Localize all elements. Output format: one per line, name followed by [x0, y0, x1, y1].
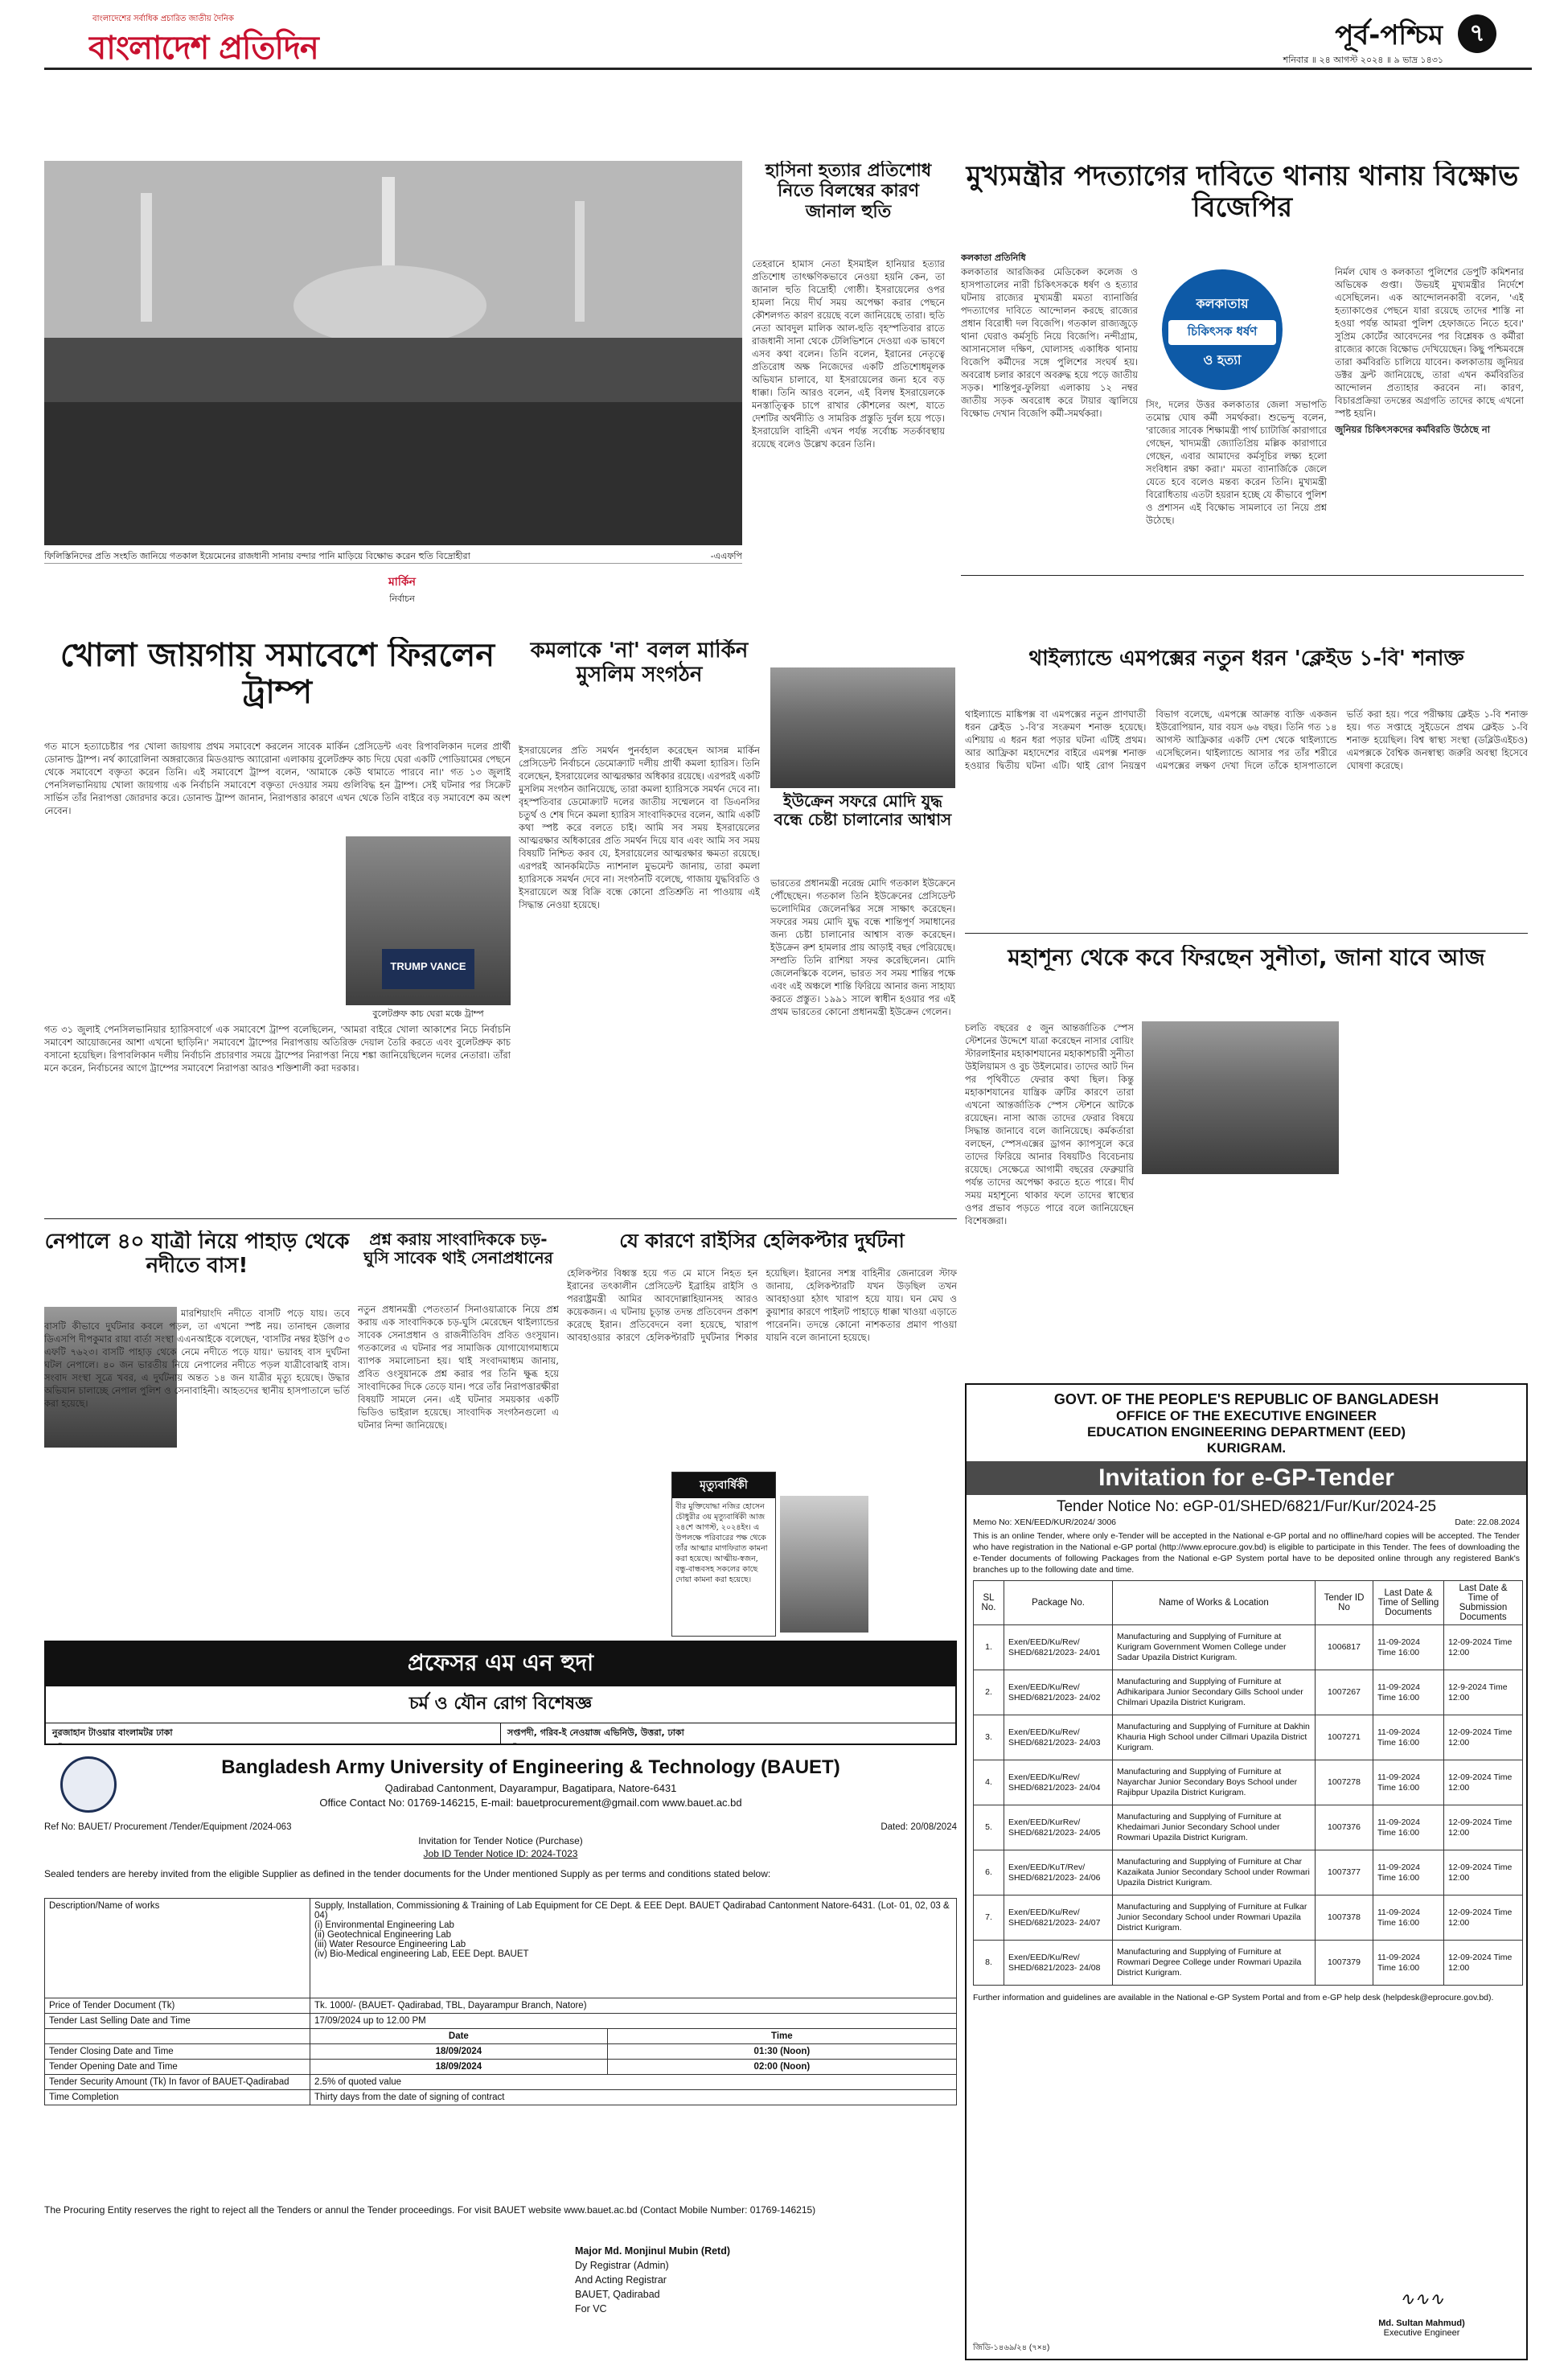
table-row: [974, 1625, 1523, 1670]
modi-photo: [770, 667, 955, 788]
sunita-photo: [1142, 1021, 1339, 1174]
date-header: Date: [310, 2029, 608, 2044]
eed-gd-number: জিডি-১৪৬৯/২৪ (৭×৪): [973, 2343, 1050, 2352]
table-cell: Exen/EED/KurRev/ SHED/6821/2023- 24/05: [1004, 1805, 1113, 1850]
masthead-tagline: বাংলাদেশের সর্বাধিক প্রচারিত জাতীয় দৈনিক: [92, 14, 234, 23]
raisi-headline[interactable]: যে কারণে রাইসির হেলিকপ্টার দুর্ঘটনা: [619, 1230, 905, 1252]
section-rule-mid: [44, 1218, 957, 1219]
eed-line2: OFFICE OF THE EXECUTIVE ENGINEER: [1116, 1408, 1377, 1423]
cm-body-col3-text: নির্মল ঘোষ ও কলকাতা পুলিশের ডেপুটি কমিশনার অভিষেক গুপ্তা। উভয়ই মুখ্যমন্ত্রীর নির্দেশে এসেছিলেন। এক আন্দোলনকারী বলেন, 'এই হত্যাকাণ্ডের পেছনে যারা রয়েছে তাদের শাস্তি না হওয়া পর্যন্ত আমরা পুলিশ হেফাজতে নিতে হবে।' সুপ্রিম কোর্টের আবেদনের পর বিশ্লেষক ও কর্মীরা রাজ্যের কাজে বিক্ষোভ দেখিয়েছেন। কিছু পশ্চিমবঙ্গে তারা কর্মবিরতি চালিয়ে যাবেন। কলকাতায় জুনিয়র ডক্টর ফ্রন্ট জানিয়েছে, তারা এখন কর্মবিরতির আন্দোলন প্রত্যাহার করবেন না। কারণ, বিচারপ্রক্রিয়া তদন্তের অগ্রগতি তাদের কাছে এখনো স্পষ্ট হয়নি।: [1335, 266, 1524, 419]
table-cell: 8.: [974, 1941, 1004, 1986]
mpox-rule: [965, 933, 1528, 934]
chamber-1-address: নুরজাহান টাওয়ার বাংলামটর ঢাকা: [52, 1727, 173, 1738]
newspaper-logo[interactable]: বাংলাদেশ প্রতিদিন: [88, 30, 318, 64]
time-header: Time: [607, 2029, 956, 2044]
table-cell: Exen/EED/KuT/Rev/ SHED/6821/2023- 24/06: [1004, 1850, 1113, 1896]
table-cell: 11-09-2024 Time 16:00: [1373, 1896, 1444, 1941]
table-cell: Manufacturing and Supplying of Furniture at Kurigram Government Women College under Sadar Upazila District Kurigram.: [1113, 1625, 1316, 1670]
table-cell: 11-09-2024 Time 16:00: [1373, 1850, 1444, 1896]
photo-caption-text: ফিলিস্তিনিদের প্রতি সংহতি জানিয়ে গতকাল ইয়েমেনের রাজধানী সানায় বন্দার পানি মাড়িয়ে বিক্ষোভ করেন হুতি বিদ্রোহীরা: [44, 551, 470, 561]
chamber-1: [46, 1723, 501, 1745]
professor-name: প্রফেসর এম এন হুদা: [46, 1642, 955, 1686]
table-row: [974, 1896, 1523, 1941]
eed-line4: KURIGRAM.: [1206, 1440, 1287, 1456]
table-cell: Manufacturing and Supplying of Furniture at Char Kazaikata Junior Secondary School under Rowmari Upazila District Kurigram.: [1113, 1850, 1316, 1896]
cm-subhead: জুনিয়র চিকিৎসকদের কর্মবিরতি উঠেছে না: [1335, 424, 1491, 435]
trump-headline[interactable]: খোলা জায়গায় সমাবেশে ফিরলেন ট্রাম্প: [60, 637, 495, 711]
table-row: [974, 1941, 1523, 1986]
table-cell: 1007377: [1316, 1850, 1373, 1896]
row-value: 17/09/2024 up to 12.00 PM: [310, 2014, 957, 2029]
table-cell: Exen/EED/Ku/Rev/ SHED/6821/2023- 24/03: [1004, 1715, 1113, 1760]
eed-memo: Memo No: XEN/EED/KUR/2024/ 3006: [973, 1518, 1116, 1527]
table-cell: 11-09-2024 Time 16:00: [1373, 1715, 1444, 1760]
eed-table: [973, 1580, 1523, 1986]
row-label: Description/Name of works: [45, 1899, 310, 1998]
trump-photo: [346, 836, 511, 1005]
col-header: Package No.: [1004, 1581, 1113, 1625]
section-name: পূর্ব-পশ্চিম: [1335, 19, 1443, 51]
kamala-body: ইসরায়েলের প্রতি সমর্থন পুনর্বহাল করেছেন আসন্ন মার্কিন প্রেসিডেন্ট নির্বাচনে ডেমোক্র্যাট দলীয় প্রার্থী কমলা হ্যারিস। তিনি বলেছেন, ইসরায়েলের আত্মরক্ষার অধিকার রয়েছে। এরপরই একটি মুসলিম সংগঠন জানিয়েছে, তারা কমলা হ্যারিসকে সমর্থন দেবে না। বৃহস্পতিবার ডেমোক্র্যাট দলের জাতীয় সম্মেলনে বা ডিএনসির চতুর্থ ও শেষ দিনে কমলা হ্যারিস সাংবাদিকদের বলেন, আমি একটি কথা স্পষ্ট করে বলতে চাই। আমি সব সময় ইসরায়েলের আত্মরক্ষার অধিকারের প্রতি সমর্থন দিয়ে যাব এবং আমি সব সময় বিষয়টি নিশ্চিত করব যে, ইসরায়েলের আত্মরক্ষার ক্ষমতা রয়েছে। এরপরই আনকমিটেড ন্যাশনাল মুভমেন্ট জানায়, তারা কমলা হ্যারিসকে সমর্থন দেবে না। সংগঠনটি বলেছে, গাজায় যুদ্ধবিরতি ও ইসরায়েলে অস্ত্র বিক্রি বন্ধে কোনো প্রতিশ্রুতি না পাওয়ায় এই সিদ্ধান্ত নেওয়া হয়েছে।: [519, 745, 760, 910]
signer-title-2: And Acting Registrar: [575, 2274, 667, 2286]
row-label: Price of Tender Document (Tk): [45, 1998, 310, 2014]
table-cell: 12-09-2024 Time 12:00: [1444, 1805, 1523, 1850]
table-cell: 12-9-2024 Time 12:00: [1444, 1670, 1523, 1715]
bauet-intro: Sealed tenders are hereby invited from the eligible Supplier as defined in the tender documents for the Under mentioned Supply as per terms and conditions stated below:: [44, 1868, 771, 1879]
col-header: Name of Works & Location: [1113, 1581, 1316, 1625]
blank-cell: [45, 2029, 310, 2044]
closing-label: Tender Closing Date and Time: [45, 2044, 310, 2060]
table-row: [974, 1670, 1523, 1715]
nepal-body: মারশিয়াংদি নদীতে বাসটি পড়ে যায়। তবে বাসটি কীভাবে দুর্ঘটনার কবলে পড়ল, তা এখনো স্পষ্ট নয়। তানাহুন জেলার ডিএসপি দীপকুমার রায়া বার্তা সংস্থা এএনআইকে বলেছেন, 'বাসটির নম্বর ইউপি ৫৩ এফটি ৭৬২৩। বাসটি পাহাড় থেকে নেমে নদীতে পড়ে যায়।' ভয়াবহ বাস দুর্ঘটনা ঘটল নেপালে। ৪০ জন ভারতীয় নিয়ে নেপালের নদীতে পড়ল যাত্রীবোঝাই বাস। সংবাদ সংস্থা সূত্রে খবর, এ দুর্ঘটনায় অন্তত ১৪ জন যাত্রীর মৃত্যু হয়েছে। উদ্ধার অভিযান চালাচ্ছে নেপাল পুলিশ ও সেনাবাহিনী। আহতদের স্থানীয় হাসপাতালে ভর্তি করা হয়েছে।: [44, 1308, 350, 1409]
bauet-footer: The Procuring Entity reserves the right to reject all the Tenders or annul the Tender proceedings. For visit BAUET website www.bauet.ac.bd (Contact Mobile Number: 01769-146215): [44, 2204, 816, 2216]
table-cell: Exen/EED/Ku/Rev/ SHED/6821/2023- 24/08: [1004, 1941, 1113, 1986]
chamber-2-days: [507, 1741, 949, 1745]
col-header: Last Date & Time of Selling Documents: [1373, 1581, 1444, 1625]
thai-journalist-headline[interactable]: প্রশ্ন করায় সাংবাদিককে চড়-ঘুসি সাবেক থাই সেনাপ্রধানের: [363, 1230, 553, 1267]
badge-line-bottom: ও হত্যা: [1203, 352, 1242, 368]
badge-line-mid: চিকিৎসক ধর্ষণ: [1168, 320, 1276, 345]
eed-notice: Tender Notice No: eGP-01/SHED/6821/Fur/Kur/2024-25: [1056, 1498, 1437, 1515]
houthi-body: তেহরানে হামাস নেতা ইসমাইল হানিয়ার হত্যার প্রতিশোধ তাৎক্ষণিকভাবে নেওয়া হয়নি কেন, তা জানাল হুতি বিদ্রোহী গোষ্ঠী। ইসরায়েলের ওপর হামলা নিয়ে দীর্ঘ সময় অপেক্ষা করার পেছনে কৌশলগত কারণ রয়েছে বলে জানিয়েছে তারা। হুতি নেতা আবদুল মালিক আল-হুতি বৃহস্পতিবার রাতে রাজধানী সানা থেকে টেলিভিশনে দেওয়া এক ভাষণে এসব কথা বলেন। তিনি বলেন, ইরানের নেতৃত্বে প্রতিরোধ অক্ষ নিজেদের একটি প্রতিশোধমূলক অভিযান চালাবে, যা ইসরায়েলের জন্য হবে বড় ধাক্কা। তিনি আরও বলেন, এই বিলম্ব ইসরায়েলকে মনস্তাত্ত্বিক চাপে রাখার কৌশলের অংশ, যাতে দেশটির অর্থনীতি ও সামরিক প্রস্তুতি দুর্বল হয়ে পড়ে। ইসরায়েলি বাহিনী এখন পর্যন্ত সর্বোচ্চ সতর্কাবস্থায় রয়েছে বলেও উল্লেখ করেন তিনি।: [752, 258, 945, 450]
table-cell: 7.: [974, 1896, 1004, 1941]
col-header: Tender ID No: [1316, 1581, 1373, 1625]
bauet-logo-icon: [60, 1756, 117, 1813]
bauet-job-id: Job ID Tender Notice ID: 2024-T023: [423, 1848, 578, 1859]
table-header-row: [974, 1581, 1523, 1625]
signature-scribble-icon: ∿∿∿: [1399, 2290, 1444, 2310]
signer-title-4: For VC: [575, 2303, 607, 2314]
table-cell: 1.: [974, 1625, 1004, 1670]
table-cell: 4.: [974, 1760, 1004, 1805]
cm-rule: [961, 575, 1524, 576]
bauet-dated: Dated: 20/08/2024: [880, 1822, 957, 1832]
eed-date: Date: 22.08.2024: [1455, 1518, 1520, 1527]
table-cell: 11-09-2024 Time 16:00: [1373, 1805, 1444, 1850]
nepal-headline[interactable]: নেপালে ৪০ যাত্রী নিয়ে পাহাড় থেকে নদীতে বাস!: [44, 1230, 350, 1278]
kicker-top: মার্কিন: [388, 576, 416, 589]
houthi-headline[interactable]: হাসিনা হত্যার প্রতিশোধ নিতে বিলম্বের কারণ জানাল হুতি: [765, 161, 932, 222]
chamber-2-address: সপ্তপদী, গরিব-ই নেওয়াজ এভিনিউ, উত্তরা, ঢাকা: [507, 1727, 684, 1738]
modi-body: ভারতের প্রধানমন্ত্রী নরেন্দ্র মোদি গতকাল ইউক্রেনে পৌঁছেছেন। গতকাল তিনি ইউক্রেনের প্রেসিডেন্ট ভলোদিমির জেলেনস্কির সঙ্গে সাক্ষাৎ করেছেন। সফরের সময় মোদি যুদ্ধ বন্ধে শান্তিপূর্ণ সমাধানের জন্য চেষ্টা চালানোর আশ্বাস ব্যক্ত করেছেন। ইউক্রেন রুশ হামলার প্রায় আড়াই বছর পেরিয়েছে। সম্প্রতি তিনি রাশিয়া সফর করেছিলেন। মোদি জেলেনস্কিকে বলেন, ভারত সব সময় শান্তির পক্ষে এবং এই অঞ্চলে শান্তি ফিরিয়ে আনার জন্য সাহায্য করতে প্রস্তুত। ১৯৯১ সালে স্বাধীন হওয়ার পর এই প্রথম ভারতের কোনো প্রধানমন্ত্রী ইউক্রেন গেলেন।: [770, 877, 955, 1017]
table-row: [974, 1760, 1523, 1805]
masthead-rule: [44, 68, 1532, 70]
kamala-headline[interactable]: কমলাকে 'না' বলল মার্কিন মুসলিম সংগঠন: [530, 639, 749, 687]
table-cell: Exen/EED/Ku/Rev/ SHED/6821/2023- 24/04: [1004, 1760, 1113, 1805]
obituary-portrait: [780, 1496, 868, 1633]
obituary-text: বীর মুক্তিযোদ্ধা নজির হোসেন চৌধুরীর ৩য় মৃত্যুবার্ষিকী আজ ২৪শে আগস্ট, ২০২৪ইং। এ উপলক্ষে পরিবারের পক্ষ থেকে তাঁর আত্মার মাগফিরাত কামনা করা হয়েছে। আত্মীয়-স্বজন, বন্ধু-বান্ধবসহ সকলের কাছে দোয়া কামনা করা হয়েছে।: [675, 1502, 768, 1584]
bauet-title: Bangladesh Army University of Engineering & Technology (BAUET): [221, 1756, 840, 1778]
table-row: [45, 2060, 957, 2075]
table-cell: 12-09-2024 Time 12:00: [1444, 1850, 1523, 1896]
closing-date: 18/09/2024: [310, 2044, 608, 2060]
bauet-ref: Ref No: BAUET/ Procurement /Tender/Equipment /2024-063: [44, 1822, 292, 1832]
trump-body-1: গত মাসে হত্যাচেষ্টার পর খোলা জায়গায় প্রথম সমাবেশে করলেন সাবেক মার্কিন প্রেসিডেন্ট এবং রিপাবলিকান দলের প্রার্থী ডোনাল্ড ট্রাম্প। নর্থ ক্যারোলিনা অঙ্গরাজ্যের মিডওয়াল্ড অ্যারোনা এলাকায় বুলেটপ্রুফ কাচ দিয়ে ঘেরা একটি পোডিয়ামের পেছনে থেকে সমাবেশে বক্তৃতা করেন তিনি। এই সমাবেশে ট্রাম্প বলেন, 'আমাকে কেউ থামাতে পারবে না।' গত ১৩ জুলাই পেনসিলভানিয়ায় খোলা জায়গায় এক নির্বাচনি সমাবেশে বক্তৃতা দেওয়ার সময় গুলিবিদ্ধ হন ট্রাম্প। সেই ঘটনার পর সিক্রেট সার্ভিস তাঁর নিরাপত্তা জোরদার করে। ডোনাল্ড ট্রাম্প জানান, নিরাপত্তার কারণে এখন থেকে তিনি বাইরে বড় সমাবেশে কম অংশ নেবেন।: [44, 741, 511, 816]
sunita-headline[interactable]: মহাশূন্য থেকে কবে ফিরছেন সুনীতা, জানা যাবে আজ: [1008, 945, 1485, 971]
table-cell: Manufacturing and Supplying of Furniture at Khedaimari Junior Secondary School under Rowmari Upazila District Kurigram.: [1113, 1805, 1316, 1850]
table-row: [45, 2044, 957, 2060]
opening-label: Tender Opening Date and Time: [45, 2060, 310, 2075]
cm-byline: কলকাতা প্রতিনিধি: [961, 253, 1026, 263]
kicker-bottom: নির্বাচন: [389, 594, 415, 604]
table-cell: 2.: [974, 1670, 1004, 1715]
cm-topic-badge: [1162, 269, 1283, 390]
table-row: [45, 2090, 957, 2105]
table-row: [974, 1805, 1523, 1850]
table-cell: 12-09-2024 Time 12:00: [1444, 1715, 1523, 1760]
eed-signer-name: Md. Sultan Mahmud): [1378, 2319, 1465, 2328]
trump-body-left: [44, 836, 342, 1021]
yemen-protest-photo: [44, 161, 742, 545]
completion-label: Time Completion: [45, 2090, 310, 2105]
trump-photo-caption: বুলেটপ্রুফ কাচ ঘেরা মঞ্চে ট্রাম্প: [372, 1008, 484, 1019]
col-header: SL No.: [974, 1581, 1004, 1625]
table-cell: 3.: [974, 1715, 1004, 1760]
table-cell: 11-09-2024 Time 16:00: [1373, 1760, 1444, 1805]
eed-footer: Further information and guidelines are available in the National e-GP System Portal and from e-GP help desk (helpdesk@eprocure.gov.bd).: [973, 1993, 1494, 2002]
opening-time: 02:00 (Noon): [607, 2060, 956, 2075]
signer-title-3: BAUET, Qadirabad: [575, 2289, 660, 2300]
chamber-row: [46, 1723, 955, 1745]
masthead: [44, 11, 1532, 64]
closing-time: 01:30 (Noon): [607, 2044, 956, 2060]
table-cell: 1007379: [1316, 1941, 1373, 1986]
eed-signature: [1333, 2290, 1510, 2338]
table-cell: 12-09-2024 Time 12:00: [1444, 1896, 1523, 1941]
table-cell: Manufacturing and Supplying of Furniture at Dakhin Khauria High School under Cillmari Upazila District Kurigram.: [1113, 1715, 1316, 1760]
table-cell: 11-09-2024 Time 16:00: [1373, 1941, 1444, 1986]
cm-body-col2: সিং, দলের উত্তর কলকাতার জেলা সভাপতি তমোঘ্ন ঘোষ কর্মী সমর্থকরা। শুভেন্দু বলেন, 'রাজ্যের সাবেক শিক্ষামন্ত্রী পার্থ চ্যাটার্জি কারাগারে গেছেন, খাদ্যমন্ত্রী জ্যোতিপ্রিয় মল্লিক কারাগারে গেছেন, এবার আমাদের কর্মসূচির লক্ষ্য হলো সংবিধান রক্ষা করা।' মমতা ব্যানার্জিকে জেলে যেতে হবে বলেও মন্তব্য করেন তিনি। মুখ্যমন্ত্রী বিরোধিতায় এতটা হয়রান হচ্ছে যে কীভাবে পুলিশ ও প্রশাসন এই বিক্ষোভ সামলাবে তা নিয়ে প্রশ্ন উঠেছে।: [1146, 399, 1327, 526]
table-row: [974, 1850, 1523, 1896]
table-cell: 1007378: [1316, 1896, 1373, 1941]
bauet-address: Qadirabad Cantonment, Dayarampur, Bagatipara, Natore-6431: [384, 1782, 677, 1794]
protest-illustration: [44, 161, 742, 545]
table-cell: Exen/EED/Ku/Rev/ SHED/6821/2023- 24/02: [1004, 1670, 1113, 1715]
eed-line1: GOVT. OF THE PEOPLE'S REPUBLIC OF BANGLADESH: [1053, 1391, 1439, 1407]
badge-line-top: কলকাতায়: [1196, 296, 1249, 311]
raisi-body: হেলিকপ্টার বিধ্বস্ত হয়ে গত মে মাসে নিহত হন ইরানের তৎকালীন প্রেসিডেন্ট ইব্রাহিম রাইসি ও পররাষ্ট্রমন্ত্রী আমির আবদোল্লাহিয়ানসহ আরও কয়েকজন। এ ঘটনায় চূড়ান্ত তদন্ত প্রতিবেদন প্রকাশ করেছে ইরান। প্রতিবেদনে বলা হয়েছে, খারাপ আবহাওয়ার কারণে হেলিকপ্টারটি দুর্ঘটনার শিকার হয়েছিল। ইরানের সশস্ত্র বাহিনীর জেনারেল স্টাফ জানায়, হেলিকপ্টারটি যখন উড়ছিল তখন আবহাওয়া হঠাৎ খারাপ হয়ে যায়। ঘন মেঘ ও কুয়াশার কারণে পাইলট পাহাড়ে ধাক্কা খাওয়া এড়াতে পারেননি। তদন্তে কোনো নাশকতার প্রমাণ পাওয়া যায়নি বলে জানানো হয়েছে।: [567, 1267, 957, 1343]
cm-headline[interactable]: মুখ্যমন্ত্রীর পদত্যাগের দাবিতে থানায় থানায় বিক্ষোভ বিজেপির: [966, 161, 1519, 224]
table-cell: Manufacturing and Supplying of Furniture at Rowmari Degree College under Rowmari Upazila District Kurigram.: [1113, 1941, 1316, 1986]
photo-caption: [44, 549, 742, 564]
table-cell: 12-09-2024 Time 12:00: [1444, 1625, 1523, 1670]
eed-tender: [965, 1383, 1528, 2360]
obituary-heading: মৃত্যুবার্ষিকী: [672, 1472, 775, 1498]
row-value: Tk. 1000/- (BAUET- Qadirabad, TBL, Dayarampur Branch, Natore): [310, 1998, 957, 2014]
table-row: [45, 1899, 957, 1998]
row-value: Supply, Installation, Commissioning & Training of Lab Equipment for CE Dept. & EEE Dept. BAUET Qadirabad Cantonment Natore-6431. (Lot- 01, 02, 03 & 04) (i) Environmental Engineering Lab (ii) Geotechnical Engineering Lab (iii) Water Resource Engineering Lab (iv) Bio-Medical engineering Lab, EEE Dept. BAUET: [310, 1899, 957, 1998]
thai-journalist-body: নতুন প্রধানমন্ত্রী পেতংতার্ন সিনাওয়াত্রাকে নিয়ে প্রশ্ন করায় এক সাংবাদিককে চড়-ঘুসি মেরেছেন থাইল্যান্ডের সাবেক সেনাপ্রধান ও রাজনীতিবিদ প্রবিত ওংসুয়ান। গতকালের এ ঘটনার পর সামাজিক যোগাযোগমাধ্যমে ব্যাপক সমালোচনা হয়। থাই সংবাদমাধ্যম জানায়, প্রবিত ওংসুয়ানকে প্রশ্ন করার পর তিনি ক্ষুব্ধ হয়ে সাংবাদিকের দিকে তেড়ে যান। পরে তাঁর নিরাপত্তারক্ষীরা বিষয়টি সামলে নেন। এই ঘটনার সময়কার একটি ভিডিও ভাইরাল হয়েছে। সাংবাদিক সংগঠনগুলো এ ঘটনার নিন্দা জানিয়েছে।: [358, 1304, 559, 1431]
table-cell: 1007267: [1316, 1670, 1373, 1715]
row-label: Tender Last Selling Date and Time: [45, 2014, 310, 2029]
table-cell: Manufacturing and Supplying of Furniture at Adhikaripara Junior Secondary Gills School under Chilmari Upazila District Kurigram.: [1113, 1670, 1316, 1715]
table-cell: Manufacturing and Supplying of Furniture at Fulkar Junior Secondary School under Rowmari Upazila District Kurigram.: [1113, 1896, 1316, 1941]
chamber-1-days: [52, 1741, 494, 1745]
table-cell: 1007271: [1316, 1715, 1373, 1760]
table-cell: 1007376: [1316, 1805, 1373, 1850]
sunita-body-right: [1347, 1021, 1528, 1375]
opening-date: 18/09/2024: [310, 2060, 608, 2075]
sunita-body: চলতি বছরের ৫ জুন আন্তর্জাতিক স্পেস স্টেশনের উদ্দেশে যাত্রা করেছেন নাসার বোয়িং স্টারলাইনার মহাকাশযানের মহাকাশচারী সুনীতা উইলিয়ামস ও বুচ উইলমোর। তাদের আট দিন পর পৃথিবীতে ফেরার কথা ছিল। কিন্তু মহাকাশযানের যান্ত্রিক ত্রুটির কারণে তারা এখনো আন্তর্জাতিক স্পেস স্টেশনে আটকে রয়েছেন। নাসা আজ তাদের ফেরার বিষয়ে সিদ্ধান্ত জানাবে বলে জানিয়েছে। কর্মকর্তারা বলছেন, স্পেসএক্সের ড্রাগন ক্যাপসুলে করে তাদের ফিরিয়ে আনার বিষয়টিও বিবেচনায় রয়েছে। সেক্ষেত্রে আগামী বছরের ফেব্রুয়ারি পর্যন্ত তাদের অপেক্ষা করতে হতে পারে। দীর্ঘ সময় মহাশূন্যে থাকার ফলে তাদের স্বাস্থ্যের ওপর প্রভাব পড়তে পারে বলে জানিয়েছেন বিশেষজ্ঞরা।: [965, 1022, 1134, 1226]
signer-name: Major Md. Monjinul Mubin (Retd): [575, 2245, 731, 2257]
eed-banner: Invitation for e-GP-Tender: [967, 1461, 1526, 1495]
table-row: [974, 1715, 1523, 1760]
col-header: Last Date & Time of Submission Documents: [1444, 1581, 1523, 1625]
mpox-headline[interactable]: থাইল্যান্ডে এমপক্সের নতুন ধরন 'ক্লেইড ১-বি' শনাক্ত: [1028, 647, 1464, 671]
photo-credit: -এএফপি: [710, 551, 742, 561]
table-cell: 11-09-2024 Time 16:00: [1373, 1670, 1444, 1715]
table-cell: 11-09-2024 Time 16:00: [1373, 1625, 1444, 1670]
eed-line3: EDUCATION ENGINEERING DEPARTMENT (EED): [1086, 1424, 1406, 1440]
obituary-box: [671, 1472, 776, 1637]
page-date: শনিবার ॥ ২৪ আগস্ট ২০২৪ ॥ ৯ ভাদ্র ১৪৩১: [1283, 55, 1443, 64]
completion-value: Thirty days from the date of signing of contract: [310, 2090, 957, 2105]
bauet-contact[interactable]: Office Contact No: 01769-146215, E-mail: bauetprocurement@gmail.com www.bauet.ac.bd: [319, 1797, 742, 1809]
bauet-table: [44, 1898, 957, 2105]
security-label: Tender Security Amount (Tk) In favor of BAUET-Qadirabad: [45, 2075, 310, 2090]
bauet-tender: [44, 1753, 957, 2360]
trump-podium: TRUMP VANCE: [382, 949, 474, 989]
table-cell: 12-09-2024 Time 12:00: [1444, 1760, 1523, 1805]
chamber-2: [501, 1723, 955, 1745]
election-kicker: [330, 573, 474, 613]
mpox-body: থাইল্যান্ডে মাঙ্কিপক্স বা এমপক্সের নতুন প্রাণঘাতী ধরন ক্লেইড ১-বি’র সংক্রমণ শনাক্ত হয়েছে। এশিয়ায় এ ধরন ধরা পড়ার ঘটনা এটিই প্রথম। আর আফ্রিকা মহাদেশের বাইরে এমপক্স শনাক্ত হওয়ার দ্বিতীয় ঘটনা এটি। থাই রোগ নিয়ন্ত্রণ বিভাগ বলেছে, এমপক্সে আক্রান্ত ব্যক্তি একজন ইউরোপিয়ান, যার বয়স ৬৬ বছর। তিনি গত ১৪ আগস্ট আফ্রিকার একটি দেশ থেকে থাইল্যান্ডে এসেছিলেন। থাইল্যান্ডে আসার পর তাঁর শরীরে এমপক্সের লক্ষণ দেখা দিলে তাঁকে হাসপাতালে ভর্তি করা হয়। পরে পরীক্ষায় ক্লেইড ১-বি শনাক্ত হয়। গত সপ্তাহে সুইডেনে প্রথম ক্লেইড ১-বি শনাক্ত হয়েছিল। বিশ্ব স্বাস্থ্য সংস্থা (ডব্লিউএইচও) এমপক্সকে বৈশ্বিক জনস্বাস্থ্য জরুরি অবস্থা হিসেবে ঘোষণা করেছে।: [965, 709, 1528, 771]
trump-body-2: গত ৩১ জুলাই পেনসিলভানিয়ার হ্যারিসবার্গে এক সমাবেশে ট্রাম্প বলেছিলেন, 'আমরা বাইরে খোলা আকাশের নিচে নির্বাচনি সমাবেশ আয়োজনের আশা এখনো ছাড়িনি।' সমাবেশে ট্রাম্পের নিরাপত্তায় অতিরিক্ত দেয়াল তৈরি করতে এবং বুলেটপ্রুফ কাচ বসানো হয়েছিল। রিপাবলিকান দলীয় নির্বাচনি প্রচারণার সময়ে ট্রাম্পের নিরাপত্তা নিয়ে শঙ্কা জানিয়েছিলেন দলের নেতারা। তাঁরা মনে করেন, নির্বাচনের আগে ট্রাম্পের সমাবেশে নিরাপত্তা আরও শক্তিশালী করা দরকার।: [44, 1024, 511, 1074]
professor-specialty: চর্ম ও যৌন রোগ বিশেষজ্ঞ: [408, 1694, 593, 1714]
table-row: [45, 2029, 957, 2044]
signer-title-1: Dy Registrar (Admin): [575, 2260, 669, 2271]
table-cell: Manufacturing and Supplying of Furniture at Nayarchar Junior Secondary Boys School under Rajibpur Upazila District Kurigram.: [1113, 1760, 1316, 1805]
professor-ad[interactable]: [44, 1641, 957, 1745]
table-row: [45, 1998, 957, 2014]
table-cell: 5.: [974, 1805, 1004, 1850]
page-number: ৭: [1458, 14, 1496, 53]
memo-row: [967, 1516, 1526, 1529]
eed-signer-title: Executive Engineer: [1383, 2328, 1460, 2338]
cm-body-col3: [1335, 265, 1524, 571]
security-value: 2.5% of quoted value: [310, 2075, 957, 2090]
eed-intro: This is an online Tender, where only e-Tender will be accepted in the National e-GP portal and no offline/hard copies will be accepted. The Tender who have registration in the National e-GP portal (http://www.eprocure.gov.bd) is eligible to participate in this Tender. The fees of downloading the e-Tender documents of following Packages from the National e-GP System portal have to be deposited online through any registered Bank's branches up to the following date and time.: [973, 1531, 1520, 1575]
table-row: [45, 2014, 957, 2029]
table-row: [45, 2075, 957, 2090]
bauet-signature: [575, 2244, 897, 2316]
table-cell: 12-09-2024 Time 12:00: [1444, 1941, 1523, 1986]
table-cell: Exen/EED/Ku/Rev/ SHED/6821/2023- 24/07: [1004, 1896, 1113, 1941]
modi-headline[interactable]: ইউক্রেন সফরে মোদি যুদ্ধ বন্ধে চেষ্টা চালানোর আশ্বাস: [774, 792, 952, 829]
bauet-invitation: Invitation for Tender Notice (Purchase): [418, 1835, 583, 1846]
cm-body-col1: কলকাতার আরজিকর মেডিকেল কলেজ ও হাসপাতালের নারী চিকিৎসককে ধর্ষণ ও হত্যার ঘটনায় রাজ্যের মুখ্যমন্ত্রী মমতা ব্যানার্জির পদত্যাগের দাবিতে আন্দোলন করছে রাজ্যের প্রধান বিরোধী দল বিজেপি। গতকাল রাজ্যজুড়ে থানা ঘেরাও কর্মসূচি নিয়ে বিজেপি। নন্দীগ্রাম, আসানসোল দক্ষিণ, ঘোলাসহ একাধিক থানায় বিজেপি কর্মীদের সঙ্গে পুলিশের সংঘর্ষ হয়। অবরোধ চলার কারণে অবরুদ্ধ হয়ে পড়ে জাতীয় সড়ক। শান্তিপুর-ফুলিয়া এলাকায় ১২ নম্বর জাতীয় সড়ক অবরোধ করে টায়ার জ্বালিয়ে বিক্ষোভ দেখান বিজেপি কর্মী-সমর্থকরা।: [961, 266, 1138, 419]
table-cell: 1007278: [1316, 1760, 1373, 1805]
table-cell: Exen/EED/Ku/Rev/ SHED/6821/2023- 24/01: [1004, 1625, 1113, 1670]
table-cell: 6.: [974, 1850, 1004, 1896]
table-cell: 1006817: [1316, 1625, 1373, 1670]
